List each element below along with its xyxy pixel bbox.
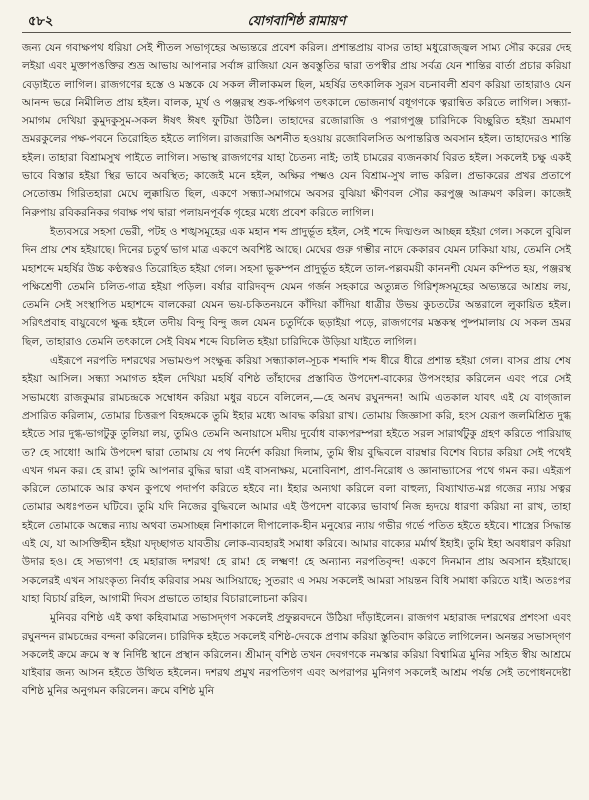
page-header	[22, 10, 571, 33]
paragraph: ইত্যবসরে সহসা ভেরী, পটহ ও শঙ্খসমূহের এক মহান শব্দ প্রাদুর্ভূত হইল, সেই শব্দে দিঙ্মণ্ডল আচ্ছন্ন হইয়া গেল। সকলে বুঝিল দিন প্রায় শেষ হইয়াছে। দিনের চতুর্থ ভাগ মাত্র একণে অবশিষ্ট আছে। মেঘের গুরু গম্ভীর নাদে কেকারব যেমন ঢাকিয়া যায়, তেমনি সেই মহাশব্দে মহর্ষির উচ্চ কণ্ঠস্বরও তিরোহিত হইয়া গেল। সহসা ভূকম্পন প্রাদুর্ভূত হইলে তাল-পল্লবময়ী কাননশী যেমন কম্পিত হয়, পঞ্জরস্থ পক্ষিশ্রেণী তেমনি চলিত-গাত্র হইয়া পড়িল। বর্ষার বারিদবৃন্দ যেমন গর্জন সহকারে অত্যুন্নত গিরিশৃঙ্গসমূহের অভ্যন্তরে আশ্রয় লয়, তেমনি সেই সংস্থাপিত মহাশব্দে বালকেরা যেমন ভয়-চকিতনয়নে কাঁদিয়া কাঁদিয়া ধাত্রীর উভয় কুচতটের অন্তরালে লুকায়িত হইল। সরিৎপ্রবাহ বায়ুবেগে ক্ষুব্ধ হইলে তদীয় বিন্দু বিন্দু জল যেমন চতুর্দিকে ছড়াইয়া পড়ে, রাজগণের মস্তকস্থ পুষ্পমালায় যে সকল ভ্রমর ছিল, তাহারাও তেমনি তৎকালে সেই বিষম শব্দে বিচলিত হইয়া চারিদিকে উড়িয়া যাইতে লাগিল।	[22, 225, 571, 348]
running-title: যোগবাশিষ্ঠ রামায়ণ	[247, 14, 346, 29]
body-text	[22, 39, 571, 701]
paragraph: এইরূপে নরপতি দশরথের সভামণ্ডপ সংক্ষুব্ধ করিয়া সন্ধ্যাকাল-সূচক শব্দাদি শব্দ ধীরে ধীরে প্রশান্ত হইয়া গেল। বাসর প্রায় শেষ হইয়া আসিল। সন্ধ্যা সমাগত হইল দেখিয়া মহর্ষি বশিষ্ঠ তাঁহাদের প্রস্তাবিত উপদেশ-বাক্যের উপসংহার করিলেন এবং পরে সেই সভামধ্যে রাজকুমার রামচন্দ্রকে সম্বোধন করিয়া মধুর বচনে বলিলেন,—হে অনঘ রঘুনন্দন! আমি এতকাল যাবৎ এই যে বাগ্জাল প্রসারিত করিলাম, তোমার চিত্তরূপ বিহঙ্গমকে তুমি ইহার মধ্যে আবদ্ধ করিয়া রাখ। তোমায় জিজ্ঞাসা করি, হংস যেরূপ জলমিশ্রিত দুগ্ধ হইতে সার দুগ্ধ-ভাগটুকু তুলিয়া লয়, তুমিও তেমনি অনায়াসে মদীয় দুর্বোধ বাক্যপরম্পরা হইতে সরল সারার্থটুকু গ্রহণ করিতে পারিয়াছ ত? হে সাধো! আমি উপদেশ দ্বারা তোমায় যে পথ নির্দেশ করিয়া দিলাম, তুমি স্বীয় বুদ্ধিবলে বারম্বার বিশেষ বিচার করিয়া সেই পথেই এখন গমন কর। হে রাম! তুমি আপনার বুদ্ধির দ্বারা এই বাসনাক্ষয়, মনোবিনাশ, প্রাণ-নিরোধ ও জ্ঞানাভ্যাসের পথে গমন কর। এইরূপ করিলে তোমাকে আর কখন কুপথে পদার্পণ করিতে হইবে না। ইহার অন্যথা করিলে বলা বাহুল্য, বিষ্যাখাত-মগ্ন গজের ন্যায় সত্বর তোমার অধঃপতন ঘটিবে। তুমি যদি নিজের বুদ্ধিবলে আমার এই উপদেশ বাক্যের ভাবার্থ নিজ হৃদয়ে ধারণা করিয়া না রাখ, তাহা হইলে তোমাকে অন্ধের ন্যায় অথবা তমসাচ্ছন্ন নিশাকালে দীপালোক-হীন মনুষ্যের ন্যায় গভীর গর্ভে পতিত হইতে হইবে। শাস্ত্রের সিদ্ধান্ত এই যে, যা আসক্তিহীন হইয়া যদৃচ্ছাগত যাবতীয় লোক-ব্যবহারই সমাধা করিবে। আমার বাক্যের মর্মার্থ ইহাই। তুমি ইহা অবধারণ করিয়া উদার হও। হে সভ্যগণ! হে মহারাজ দশরথ! হে রাম! হে লক্ষ্মণ! হে অন্যান্য নরপতিবৃন্দ! একণে দিনমান প্রায় অবসান হইয়াছে। সকলেরই এখন সায়ংকৃত্য নির্বাহ করিবার সময় আসিয়াছে; সুতরাং এ সময় সকলেই আমরা সায়ন্তন বিধি সমাধা করিতে যাই। অতঃপর যাহা বিচার্য রহিল, আগামী দিবস প্রভাতে তাহার বিচারালোচনা করিব।	[22, 355, 571, 605]
paragraph: জন্য যেন গবাক্ষপথ ধরিয়া সেই শীতল সভাগৃহের অভ্যন্তরে প্রবেশ করিল। প্রশান্তপ্রায় বাসর তাহা মধুরোজ্জ্বল সাম্য সৌর করের দেহ লইয়া এবং মুক্তাপঙক্তির শুভ্র আভায় আপনার সর্বাঙ্গ রাজিয়া যেন স্তবস্তুতির দ্বারা তপস্বীর প্রায় সর্বত্র যেন শান্তির বার্তা প্রচার করিয়া বেড়াইতে লাগিল। রাজগণের হস্তে ও মস্তকে যে সকল লীলাকমল ছিল, মহর্ষির তৎকালিক সুরস বচনাবলী শ্রবণ করিয়া তাহারাও যেন আনন্দ ভরে নিমীলিত প্রায় হইল। বালক, মূর্খ ও পঞ্জরস্থ শুক-পক্ষিগণ তৎকালে ভোজনার্থ বধূগণকে ত্বরান্বিত করিতে লাগিল। সন্ধ্যা-সমাগম দেখিয়া কুমুদকুসুম-সকল ঈষৎ ঈষৎ ফুটিয়া উঠিল। তাহাদের রজোরাজি ও পরাগপুঞ্জ চারিদিকে বিচ্ছুরিত হইয়া ভ্রমমাণ ভ্রমরকুলের পক্ষ-পবনে তিরোহিত হইতে লাগিল। রাজরাজি অশনীত হওয়ায় রজোবিলসিত অপান্তরিত্ত অবসান হইল। তাহাদেরও শান্তি হইল। তাহারা বিশ্রামসুখ পাইতে লাগিল। সভাস্থ রাজগণের যাহা চৈতন্য নাই; তাই চামরের ব্যজনকার্য বিরত হইল। সকলেই চক্ষু একই ভাবে বিস্তার হইয়া স্থির ভাবে অবস্থিত; কাজেই মনে হইল, অক্ষির পক্ষ্মও যেন বিশ্রাম-সুখ লাভ করিল। প্রভাকরের প্রখর প্রতাপে সেতোত্তম গিরিতহারা মেঘে লুক্কায়িত ছিল, একণে সন্ধ্যা-সমাগমে অবসর বুঝিয়া ক্ষীণবল সৌর করপুঞ্জ আক্রমণ করিল। কাজেই নিরুপায় রবিকরনিকর গবাক্ষ পথ দ্বারা পলায়নপূর্বক গৃহের মধ্যে প্রবেশ করিতে লাগিল।	[22, 42, 571, 219]
page-number: ৫৮২	[28, 14, 54, 29]
paragraph: মুনিবর বশিষ্ঠ এই কথা কহিবামাত্র সভাসদ্‌গণ সকলেই প্রফুল্লবদনে উঠিয়া দাঁড়াইলেন। রাজগণ মহারাজ দশরথের প্রশংসা এবং রঘুনন্দন রামচন্দ্রের বন্দনা করিলেন। চারিদিক হইতে সকলেই বশিষ্ঠ-দেবকে প্রণাম করিয়া স্তুতিবাদ করিতে লাগিলেন। অনন্তর সভাসদ্‌গণ সকলেই ক্রমে ক্রমে স্ব স্ব নির্দিষ্ট স্থানে প্রস্থান করিলেন। শ্রীমান্ বশিষ্ঠ তখন দেবগণকে নমস্কার করিয়া বিশ্বামিত্র মুনির সহিত স্বীয় আশ্রমে যাইবার জন্য আসন হইতে উত্থিত হইলেন। দশরথ প্রমুখ নরপতিগণ এবং অপরাপর মুনিগণ সকলেই আশ্রম পর্যন্ত সেই তপোধনদেষ্টা বশিষ্ঠ মুনির অনুগমন করিলেন। ক্রমে বশিষ্ঠ মুনি	[22, 612, 571, 698]
